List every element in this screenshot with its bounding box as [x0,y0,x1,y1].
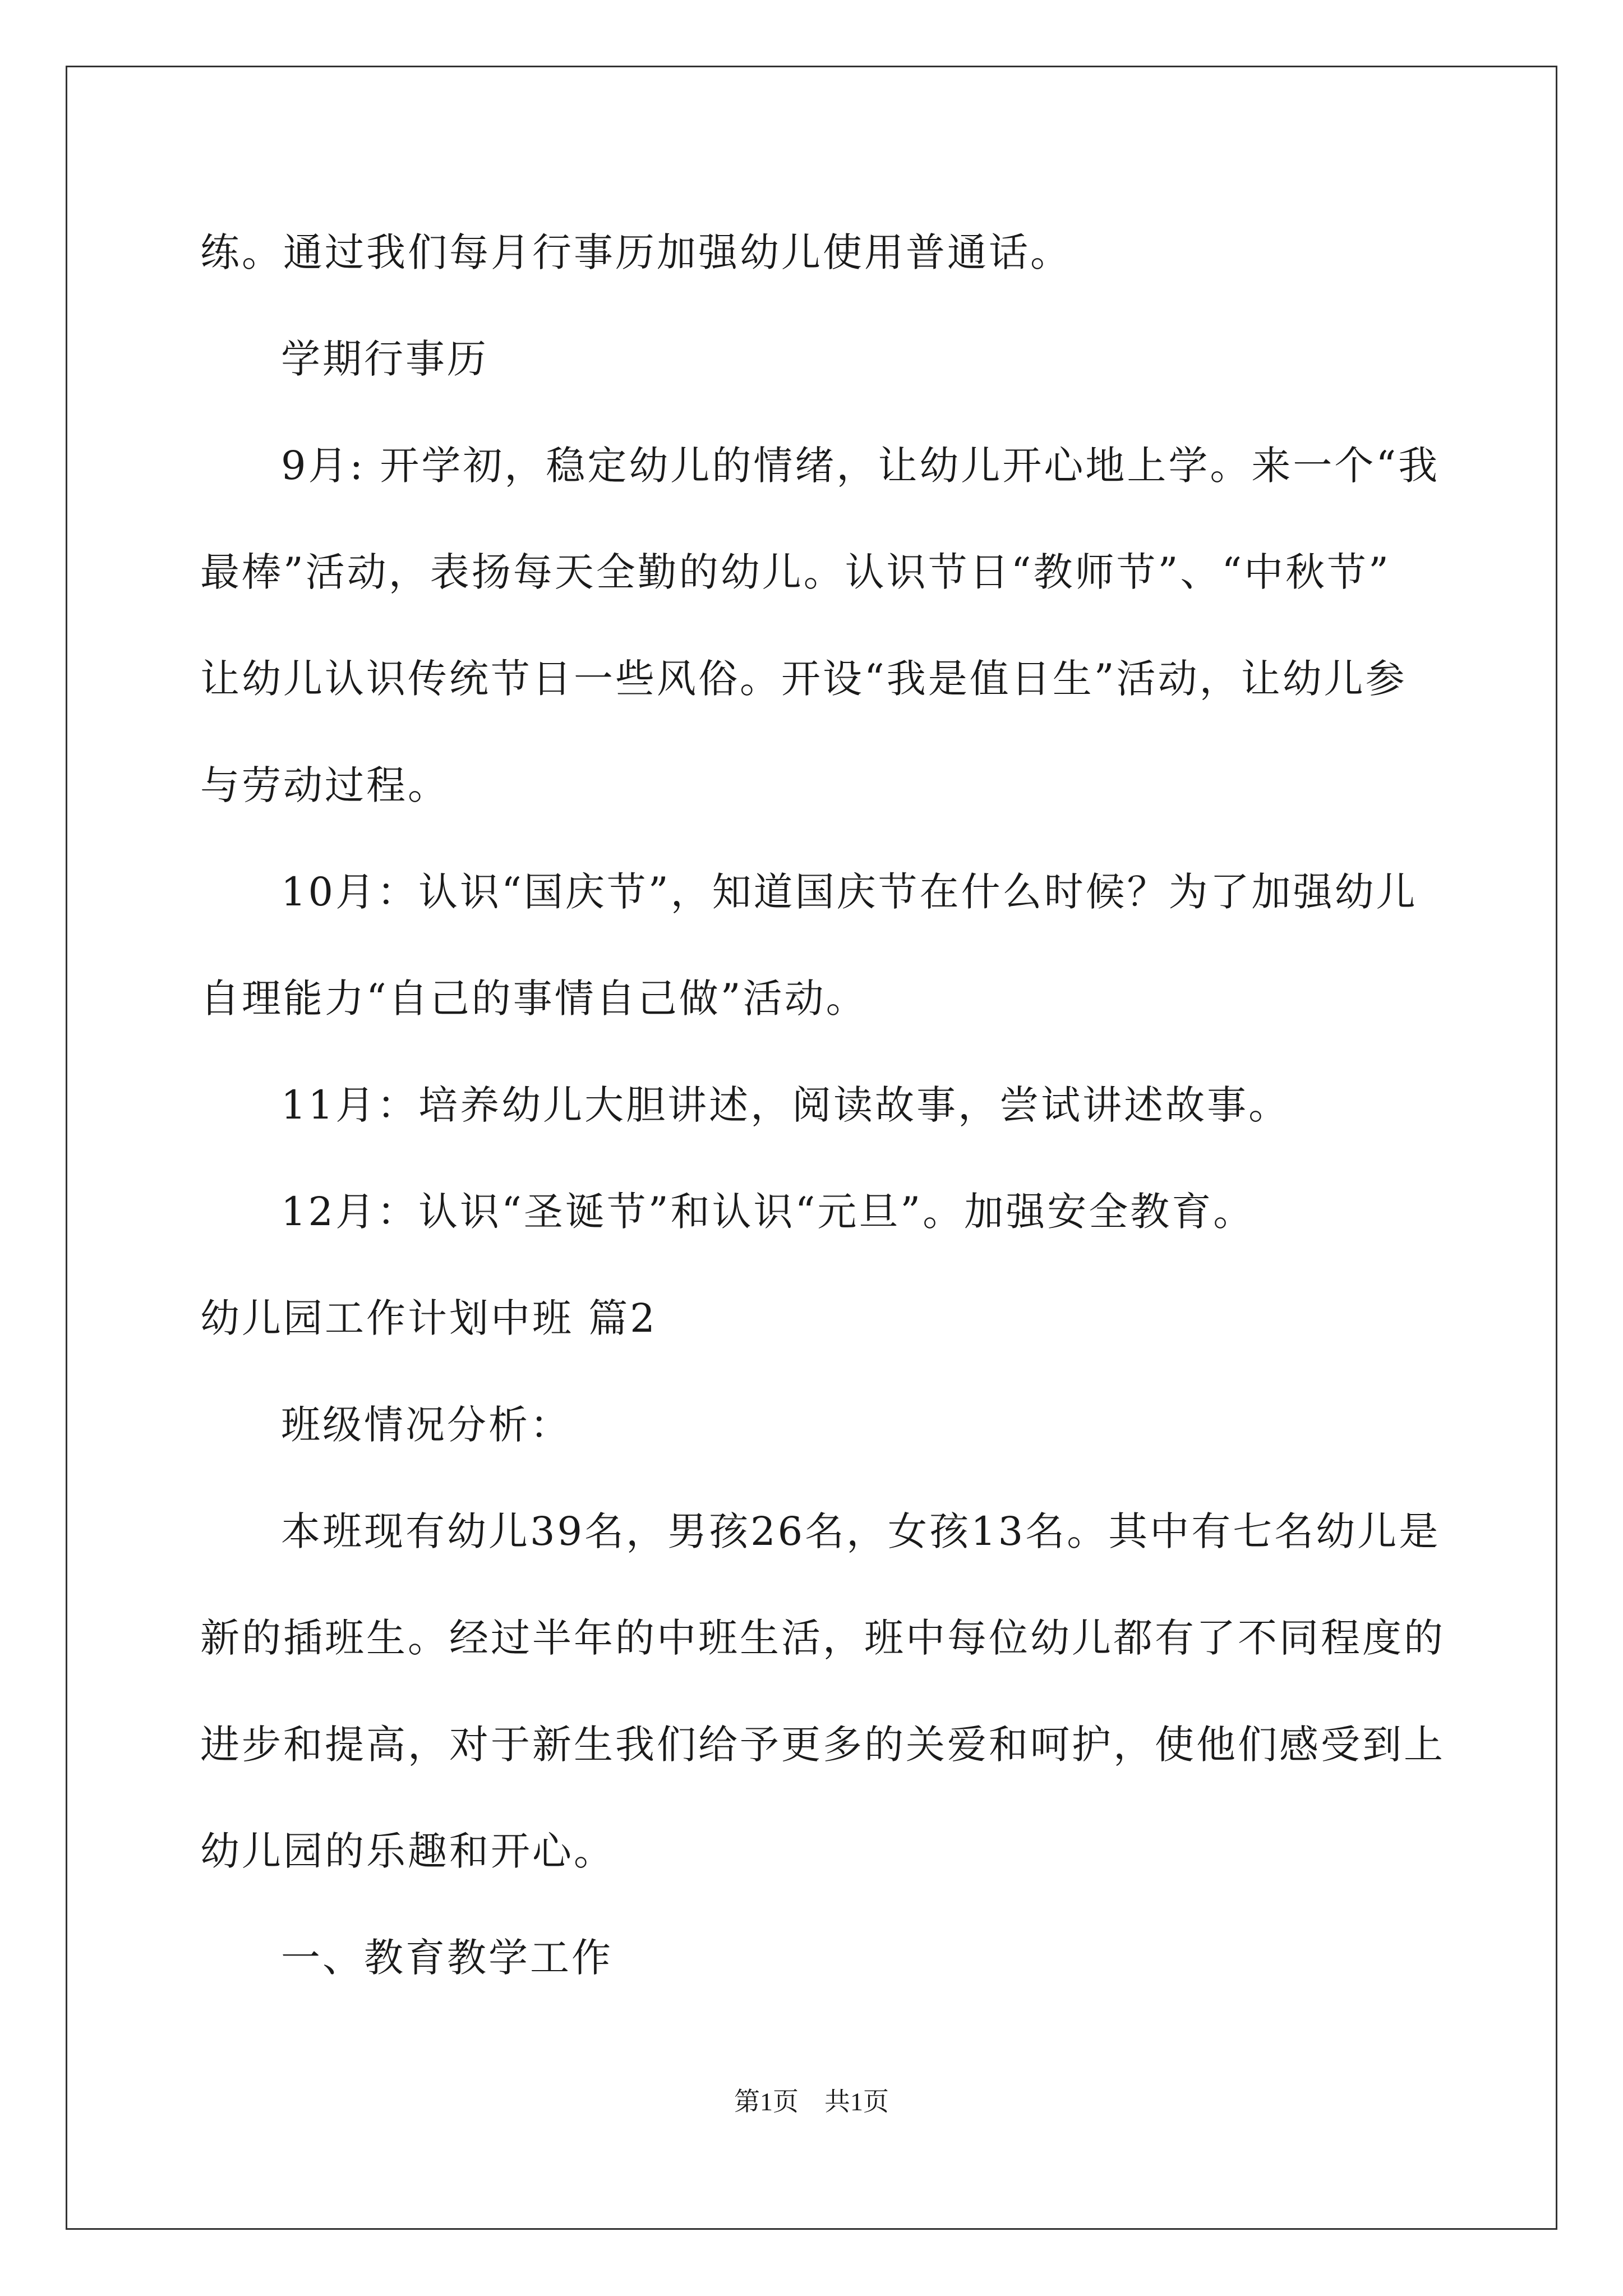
section-heading: 班级情况分析： [281,1402,571,1448]
text-line: 9月: 开学初，稳定幼儿的情绪，让幼儿开心地上学。来一个“我 [281,443,1440,489]
text-line: 12月：认识“圣诞节”和认识“元旦”。加强安全教育。 [281,1189,1255,1235]
page-number: 第1页 共1页 [734,2087,889,2116]
text-line: 进步和提高，对于新生我们给予更多的关爱和呵护，使他们感受到上 [200,1722,1445,1768]
text-line: 与劳动过程。 [200,762,449,808]
section-heading: 学期行事历 [281,336,488,382]
text-line: 最棒”活动，表扬每天全勤的幼儿。认识节日“教师节”、“中秋节” [200,549,1391,595]
text-line: 让幼儿认识传统节日一些风俗。开设“我是值日生”活动，让幼儿参 [200,656,1407,702]
text-line: 本班现有幼儿39名，男孩26名，女孩13名。其中有七名幼儿是 [281,1508,1441,1554]
text-line: 11月：培养幼儿大胆讲述，阅读故事，尝试讲述故事。 [281,1082,1290,1128]
section-heading: 一、教育教学工作 [281,1935,613,1981]
page-border [66,66,1557,2230]
text-line: 10月：认识“国庆节”，知道国庆节在什么时候？为了加强幼儿 [281,869,1418,915]
text-line: 新的插班生。经过半年的中班生活，班中每位幼儿都有了不同程度的 [200,1615,1445,1661]
text-line: 自理能力“自己的事情自己做”活动。 [200,976,868,1022]
text-line: 幼儿园的乐趣和开心。 [200,1828,615,1874]
section-title: 幼儿园工作计划中班 篇2 [200,1295,657,1341]
text-line: 练。通过我们每月行事历加强幼儿使用普通话。 [200,229,1072,275]
